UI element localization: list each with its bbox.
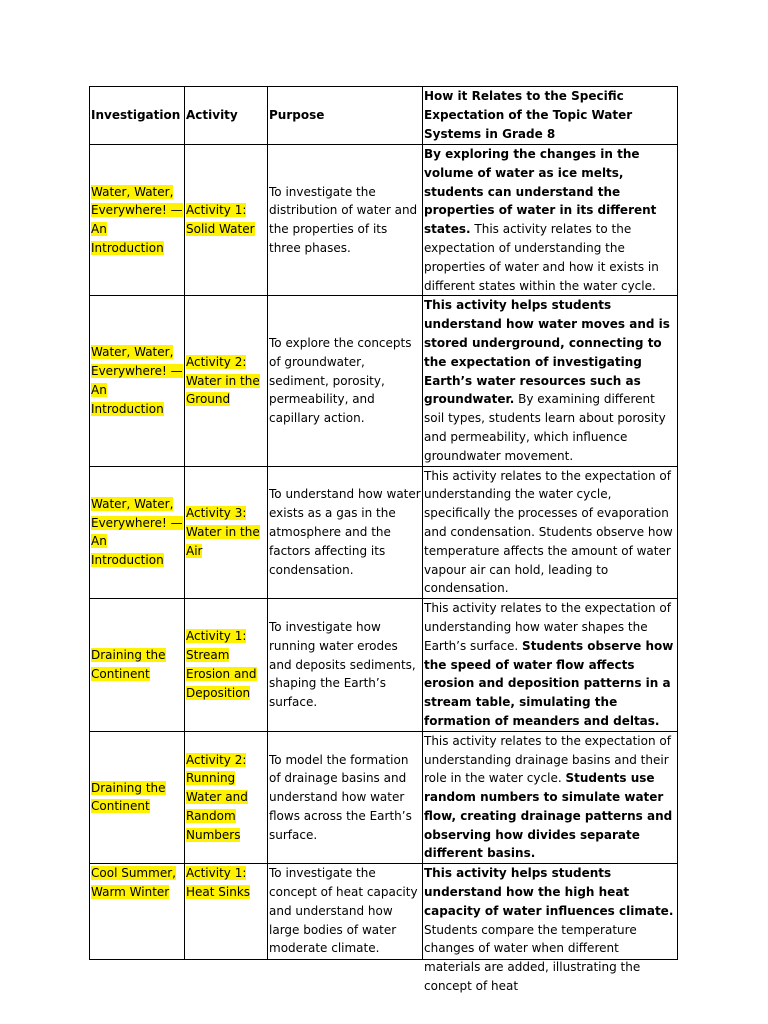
water-systems-table: [89, 86, 678, 994]
table-row: [90, 731, 678, 864]
activity-text: Activity 2: Running Water and Random Numbers: [186, 752, 248, 842]
table-header-row: [90, 87, 678, 145]
relation-rest: By examining different soil types, students learn about porosity and permeability, which influence groundwater movement.: [424, 392, 666, 463]
purpose-cell: To understand how water exists as a gas in the atmosphere and the factors affecting its condensation.: [268, 466, 423, 599]
relation-bold: Students observe how the speed of water flow affects erosion and deposition patterns in a stream table, simulating the formation of meanders and deltas.: [424, 638, 674, 728]
relation-cell: [423, 864, 678, 994]
table-row: [90, 296, 678, 466]
relation-clip: [424, 864, 676, 994]
investigation-cell: [90, 145, 185, 296]
header-relation: How it Relates to the Specific Expectation of the Topic Water Systems in Grade 8: [423, 87, 678, 145]
header-activity: Activity: [185, 87, 268, 145]
activity-text: Activity 2: Water in the Ground: [186, 354, 260, 407]
relation-cell: [423, 145, 678, 296]
table-row: [90, 599, 678, 732]
activity-text: Activity 1: Stream Erosion and Deposition: [186, 629, 257, 700]
relation-lead: This activity relates to the expectation of understanding drainage basins and their role in the water cycle.: [424, 733, 671, 786]
activity-cell: [185, 731, 268, 864]
purpose-cell: To explore the concepts of groundwater, sediment, porosity, permeability, and capillary action.: [268, 296, 423, 466]
activity-text: Activity 1: Solid Water: [186, 203, 255, 237]
relation-cell: [423, 599, 678, 732]
relation-rest: This activity relates to the expectation of understanding the properties of water and how it exists in different states within the water cycle.: [424, 222, 659, 293]
header-investigation: Investigation: [90, 87, 185, 145]
investigation-cell: [90, 466, 185, 599]
table-row: [90, 466, 678, 599]
relation-lead: This activity relates to the expectation of understanding how water shapes the Earth’s surface.: [424, 601, 671, 653]
relation-bold: This activity helps students understand how the high heat capacity of water influences climate.: [424, 866, 674, 918]
purpose-cell: To investigate how running water erodes and deposits sediments, shaping the Earth’s surface.: [268, 599, 423, 732]
activity-cell: [185, 864, 268, 960]
relation-bold: By exploring the changes in the volume of water as ice melts, students can understand the properties of water in its different states.: [424, 147, 657, 237]
activity-cell: [185, 466, 268, 599]
purpose-cell: To model the formation of drainage basins and understand how water flows across the Earth’s surface.: [268, 731, 423, 864]
activity-cell: [185, 296, 268, 466]
investigation-text: Water, Water, Everywhere! — An Introduction: [91, 345, 183, 416]
investigation-text: Cool Summer, Warm Winter: [91, 866, 176, 900]
relation-cell: [423, 296, 678, 466]
purpose-cell: To investigate the distribution of water and the properties of its three phases.: [268, 145, 423, 296]
activity-cell: [185, 599, 268, 732]
investigation-cell: [90, 864, 185, 960]
investigation-cell: [90, 731, 185, 864]
investigation-cell: [90, 599, 185, 732]
activity-text: Activity 1: Heat Sinks: [186, 866, 251, 900]
table-row: [90, 145, 678, 296]
relation-rest: Students compare the temperature changes of water when different materials are added, illustrating the concept of heat: [424, 922, 641, 994]
investigation-text: Water, Water, Everywhere! — An Introduction: [91, 184, 183, 255]
relation-bold: Students use random numbers to simulate water flow, creating drainage patterns and observing how divides separate different basins.: [424, 771, 673, 861]
investigation-cell: [90, 296, 185, 466]
relation-bold: This activity helps students understand how water moves and is stored underground, connecting to the expectation of investigating Earth’s water resources such as groundwater.: [424, 298, 670, 407]
relation-cell: This activity relates to the expectation of understanding the water cycle, specifically the processes of evaporation and condensation. Students observe how temperature affects the amount of water vapour air can hold, leading to condensation.: [423, 466, 678, 599]
header-purpose: Purpose: [268, 87, 423, 145]
investigation-text: Draining the Continent: [91, 780, 166, 814]
investigation-text: Draining the Continent: [91, 648, 166, 681]
purpose-cell: To investigate the concept of heat capacity and understand how large bodies of water moderate climate.: [268, 864, 423, 960]
investigation-text: Water, Water, Everywhere! — An Introduction: [91, 496, 183, 568]
table-row: [90, 864, 678, 960]
activity-cell: [185, 145, 268, 296]
relation-cell: [423, 731, 678, 864]
activity-text: Activity 3: Water in the Air: [186, 506, 260, 558]
